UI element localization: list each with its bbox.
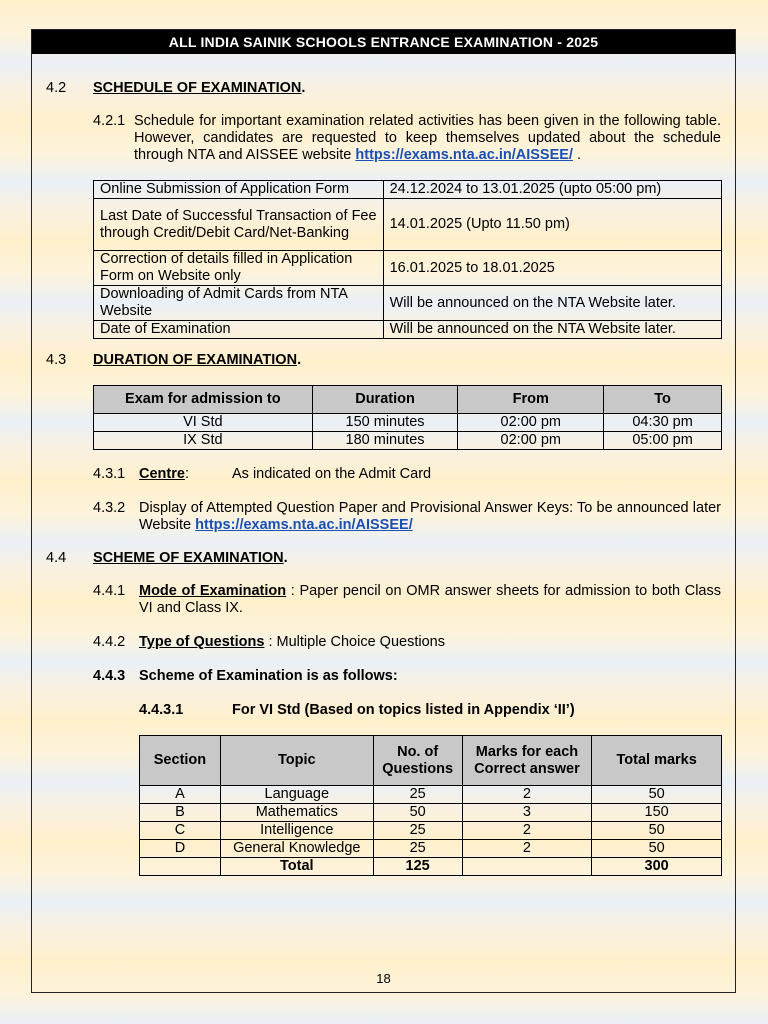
scheme-table [139,735,722,876]
schedule-row [94,286,722,321]
scheme-cell: 50 [592,786,722,804]
scheme-cell: 2 [462,840,592,858]
duration-cell: 02:00 pm [458,414,604,432]
exam-banner: ALL INDIA SAINIK SCHOOLS ENTRANCE EXAMINATION - 2025 [32,30,735,54]
duration-header: To [604,386,722,414]
section-title: SCHEME OF EXAMINATION [93,550,284,566]
type-paragraph: Type of Questions : Multiple Choice Questions [139,634,445,650]
scheme-header: Marks for each Correct answer [462,736,592,786]
centre-value: As indicated on the Admit Card [232,466,432,482]
duration-cell: 02:00 pm [458,432,604,450]
schedule-row [94,181,722,199]
answer-keys-paragraph: Display of Attempted Question Paper and Provisional Answer Keys: To be announced later Website https://exams.nta.ac.in/AISSEE/ [139,500,721,533]
mode-paragraph: Mode of Examination : Paper pencil on OMR answer sheets for admission to both Class VI and Class IX. [139,583,721,616]
scheme-header: No. of Questions [373,736,462,786]
duration-row [94,432,722,450]
scheme-row [140,804,722,822]
para-number: 4.4.3 [93,668,126,684]
schedule-table [93,180,722,339]
scheme-intro: Scheme of Examination is as follows: [139,668,398,684]
duration-cell: 04:30 pm [604,414,722,432]
schedule-row [94,321,722,339]
schedule-activity: Last Date of Successful Transaction of Fee through Credit/Debit Card/Net-Banking [94,199,384,251]
para-number: 4.3.2 [93,500,126,516]
section-title: SCHEDULE OF EXAMINATION [93,80,302,96]
scheme-cell: B [140,804,221,822]
document-page: ALL INDIA SAINIK SCHOOLS ENTRANCE EXAMINATION - 2025 4.2 SCHEDULE OF EXAMINATION. 4.2.1 Schedule for important examination related activities has been given in the following table. However, candidates are requested to keep themselves updated about the schedule through NTA and AISSEE website https://exams.nta.ac.in/AISSEE/ . Online Submission of Application Form 24.12.2024 to 13.01.2025 (upto 05:00 pm) Last Date of Successful Transaction of Fee through Credit/Debit Card/Net-Banking 14.01.2025 (Upto 11.50 pm) Correction of details filled in Application Form on Website only 16.01.2025 to 18.01.2025 Downloading of Admit Cards from NTA Website Will be announced on the NTA Website later. Date of Examination Will be announced on the NTA Website later. 4.3 DURATION OF EXAMINATION. Exam for admission to Duration From To VI Std 150 minutes 02:00 pm 04:30 pm IX Std 180 minutes 02:00 pm 05:00 pm 4.3.1 Centre: As indicated on the Admit Card 4.3.2 Display of Attempted Question Paper and Provisional Answer Keys: To be announced later Website https://exams.nta.ac.in/AISSEE/ 4.4 SCHEME OF EXAMINATION. 4.4.1 Mode of Examination : Paper pencil on OMR answer sheets for admission to both Class VI and Class IX. 4.4.2 Type of Questions : Multiple Choice Questions 4.4.3 Scheme of Examination is as follows: 4.4.3.1 For VI Std (Based on topics listed in Appendix ‘II’) Section Topic No. of Questions Marks for each Correct answer Total marks A Language 25 2 50 B Mathematics 50 3 150 C Intelligence 25 2 50 D General Knowledge 25 2 50 Total 125 300 18 [31,29,736,993]
para-number: 4.4.3.1 [139,702,184,718]
centre-label: Centre: [139,466,189,482]
scheme-cell: 25 [373,786,462,804]
aissee-link[interactable]: https://exams.nta.ac.in/AISSEE/ [195,517,413,533]
para-number: 4.2.1 [93,113,126,129]
duration-cell: 150 minutes [312,414,458,432]
total-questions: 125 [373,858,462,876]
section-title: DURATION OF EXAMINATION [93,352,298,368]
aissee-link[interactable]: https://exams.nta.ac.in/AISSEE/ [355,147,573,163]
scheme-header: Total marks [592,736,722,786]
empty-cell [140,858,221,876]
scheme-cell: D [140,840,221,858]
schedule-activity: Correction of details filled in Application Form on Website only [94,251,384,286]
schedule-date: 14.01.2025 (Upto 11.50 pm) [383,199,721,251]
duration-table [93,385,722,450]
scheme-cell: Mathematics [220,804,373,822]
scheme-header: Section [140,736,221,786]
scheme-row [140,822,722,840]
schedule-date: 24.12.2024 to 13.01.2025 (upto 05:00 pm) [383,181,721,199]
schedule-date: Will be announced on the NTA Website later. [383,321,721,339]
empty-cell [462,858,592,876]
scheme-cell: Intelligence [220,822,373,840]
duration-header: From [458,386,604,414]
scheme-cell: 50 [592,822,722,840]
scheme-cell: 50 [592,840,722,858]
schedule-row [94,199,722,251]
schedule-activity: Online Submission of Application Form [94,181,384,199]
scheme-cell: A [140,786,221,804]
scheme-cell: 3 [462,804,592,822]
duration-header: Duration [312,386,458,414]
scheme-cell: General Knowledge [220,840,373,858]
scheme-row [140,840,722,858]
total-label: Total [220,858,373,876]
duration-row [94,414,722,432]
scheme-cell: 2 [462,786,592,804]
scheme-row [140,786,722,804]
duration-cell: 05:00 pm [604,432,722,450]
vi-std-heading: For VI Std (Based on topics listed in Appendix ‘II’) [232,702,575,718]
duration-cell: VI Std [94,414,313,432]
schedule-date: 16.01.2025 to 18.01.2025 [383,251,721,286]
total-marks: 300 [592,858,722,876]
para-number: 4.4.2 [93,634,126,650]
para-number: 4.4.1 [93,583,126,599]
schedule-row [94,251,722,286]
scheme-cell: Language [220,786,373,804]
duration-cell: 180 minutes [312,432,458,450]
scheme-cell: 2 [462,822,592,840]
para-number: 4.3.1 [93,466,126,482]
scheme-cell: 150 [592,804,722,822]
schedule-activity: Date of Examination [94,321,384,339]
schedule-activity: Downloading of Admit Cards from NTA Website [94,286,384,321]
scheme-cell: 25 [373,840,462,858]
page-number: 18 [376,971,391,986]
schedule-date: Will be announced on the NTA Website later. [383,286,721,321]
duration-header: Exam for admission to [94,386,313,414]
duration-cell: IX Std [94,432,313,450]
scheme-cell: C [140,822,221,840]
scheme-cell: 25 [373,822,462,840]
scheme-header: Topic [220,736,373,786]
schedule-paragraph: Schedule for important examination related activities has been given in the following table. However, candidates are requested to keep themselves updated about the schedule through NTA and AISSEE website https://exams.nta.ac.in/AISSEE/ . [134,113,721,163]
scheme-total-row [140,858,722,876]
scheme-cell: 50 [373,804,462,822]
